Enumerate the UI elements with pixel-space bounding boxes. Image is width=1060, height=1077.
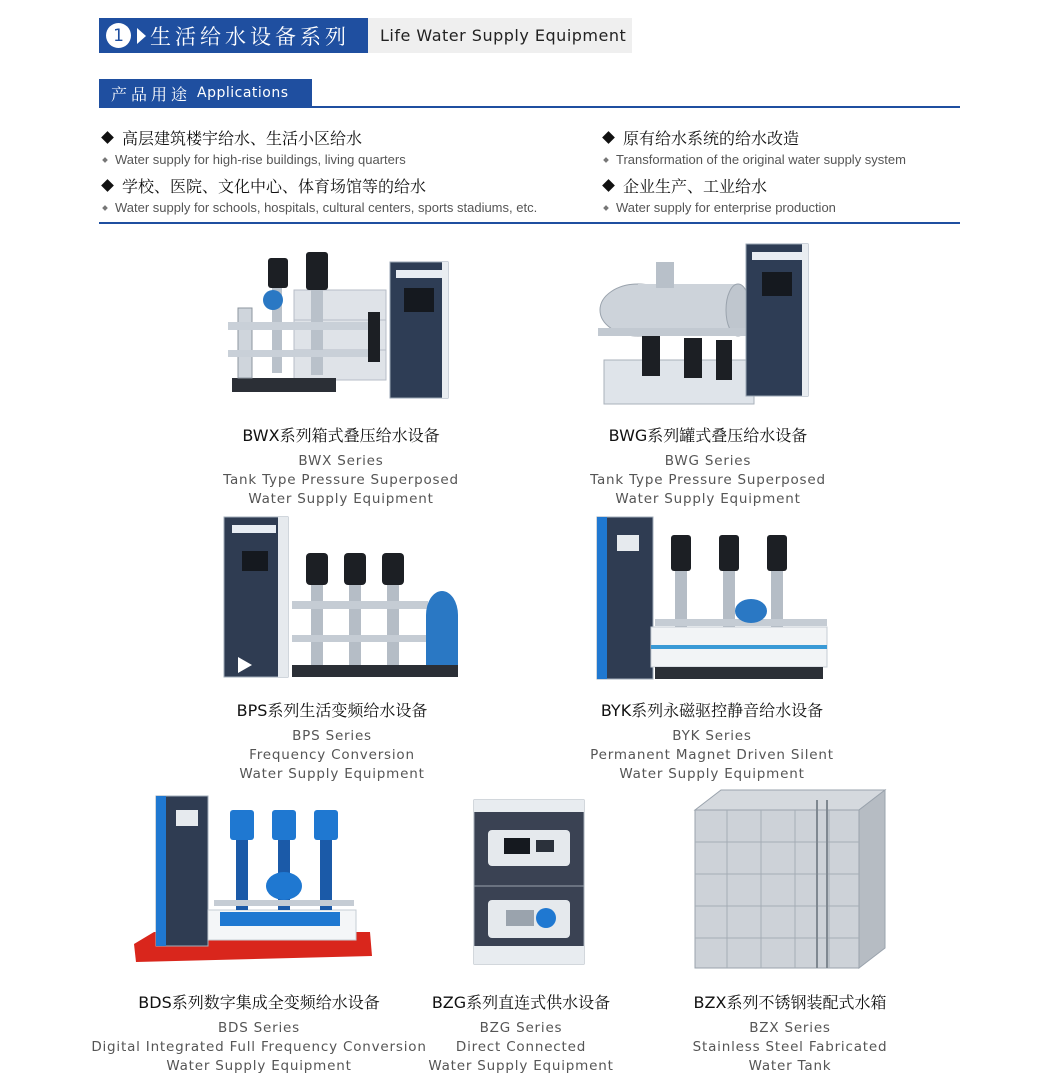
application-en: Water supply for high-rise buildings, living quarters [115, 152, 406, 167]
bps-equipment-image [222, 515, 460, 680]
product-desc-line1: Stainless Steel Fabricated [692, 1039, 888, 1055]
product-title-cn: BYK系列永磁驱控静音给水设备 [600, 701, 824, 720]
applications-tab [99, 79, 312, 107]
product-desc-line2: Water Supply Equipment [239, 766, 425, 782]
product-series: BWG Series [664, 453, 752, 469]
application-item [602, 174, 836, 215]
product-series: BPS Series [292, 728, 372, 744]
bwg-equipment-image [598, 240, 812, 410]
product-desc-line1: Digital Integrated Full Frequency Conversion [91, 1039, 427, 1055]
product-series: BZG Series [479, 1020, 563, 1036]
product-title-cn: BDS系列数字集成全变频给水设备 [138, 993, 380, 1012]
diamond-bullet-icon [602, 131, 615, 144]
bds-equipment-image [134, 792, 374, 968]
product-desc-line1: Permanent Magnet Driven Silent [590, 747, 834, 763]
application-en: Transformation of the original water supply system [616, 152, 906, 167]
small-diamond-bullet-icon [603, 205, 609, 211]
product-caption [182, 698, 482, 784]
small-diamond-bullet-icon [102, 157, 108, 163]
product-series: BYK Series [672, 728, 752, 744]
product-caption [665, 990, 915, 1076]
bwx-equipment-image [228, 248, 452, 403]
application-en: Water supply for enterprise production [616, 200, 836, 215]
product-title-cn: BWG系列罐式叠压给水设备 [608, 426, 808, 445]
small-diamond-bullet-icon [102, 205, 108, 211]
section-title-en: Life Water Supply Equipment [380, 26, 627, 45]
product-title-cn: BWX系列箱式叠压给水设备 [242, 426, 440, 445]
section-header [99, 18, 632, 53]
divider-top [99, 106, 960, 108]
diamond-bullet-icon [602, 179, 615, 192]
product-desc-line2: Water Supply Equipment [166, 1058, 352, 1074]
diamond-bullet-icon [101, 179, 114, 192]
product-series: BZX Series [749, 1020, 831, 1036]
product-caption [562, 698, 862, 784]
application-cn: 原有给水系统的给水改造 [623, 129, 800, 148]
small-diamond-bullet-icon [603, 157, 609, 163]
product-title-cn: BZX系列不锈钢装配式水箱 [693, 993, 887, 1012]
application-item [101, 174, 537, 215]
divider-bottom [99, 222, 960, 224]
byk-equipment-image [595, 515, 831, 681]
product-desc-line2: Water Supply Equipment [619, 766, 805, 782]
product-series: BWX Series [298, 453, 384, 469]
product-title-cn: BZG系列直连式供水设备 [431, 993, 611, 1012]
section-number: 1 [106, 23, 131, 48]
applications-tab-en: Applications [197, 85, 289, 101]
applications-tab-cn: 产品用途 [111, 84, 192, 104]
section-title-cn: 生活给水设备系列 [150, 24, 350, 49]
diamond-bullet-icon [101, 131, 114, 144]
product-caption [191, 423, 491, 509]
application-cn: 企业生产、工业给水 [623, 177, 768, 196]
product-desc-line2: Water Tank [748, 1058, 832, 1074]
product-title-cn: BPS系列生活变频给水设备 [236, 701, 428, 720]
product-desc-line1: Frequency Conversion [249, 747, 415, 763]
product-desc-line2: Water Supply Equipment [248, 491, 434, 507]
product-desc-line2: Water Supply Equipment [615, 491, 801, 507]
product-series: BDS Series [217, 1020, 301, 1036]
application-cn: 学校、医院、文化中心、体育场馆等的给水 [122, 177, 427, 196]
section-header-blue [99, 18, 368, 53]
bzg-equipment-image [470, 796, 588, 968]
section-header-grey [368, 18, 632, 53]
application-item [101, 126, 406, 167]
product-caption [396, 990, 646, 1076]
application-en: Water supply for schools, hospitals, cultural centers, sports stadiums, etc. [115, 200, 538, 215]
product-caption [558, 423, 858, 509]
product-desc-line2: Water Supply Equipment [428, 1058, 614, 1074]
application-item [602, 126, 906, 167]
application-cn: 高层建筑楼宇给水、生活小区给水 [122, 129, 363, 148]
product-desc-line1: Tank Type Pressure Superposed [590, 472, 826, 488]
play-arrow-icon [137, 28, 146, 44]
bzx-equipment-image [691, 786, 887, 972]
product-desc-line1: Tank Type Pressure Superposed [223, 472, 459, 488]
product-caption [84, 990, 434, 1076]
product-desc-line1: Direct Connected [455, 1039, 587, 1055]
